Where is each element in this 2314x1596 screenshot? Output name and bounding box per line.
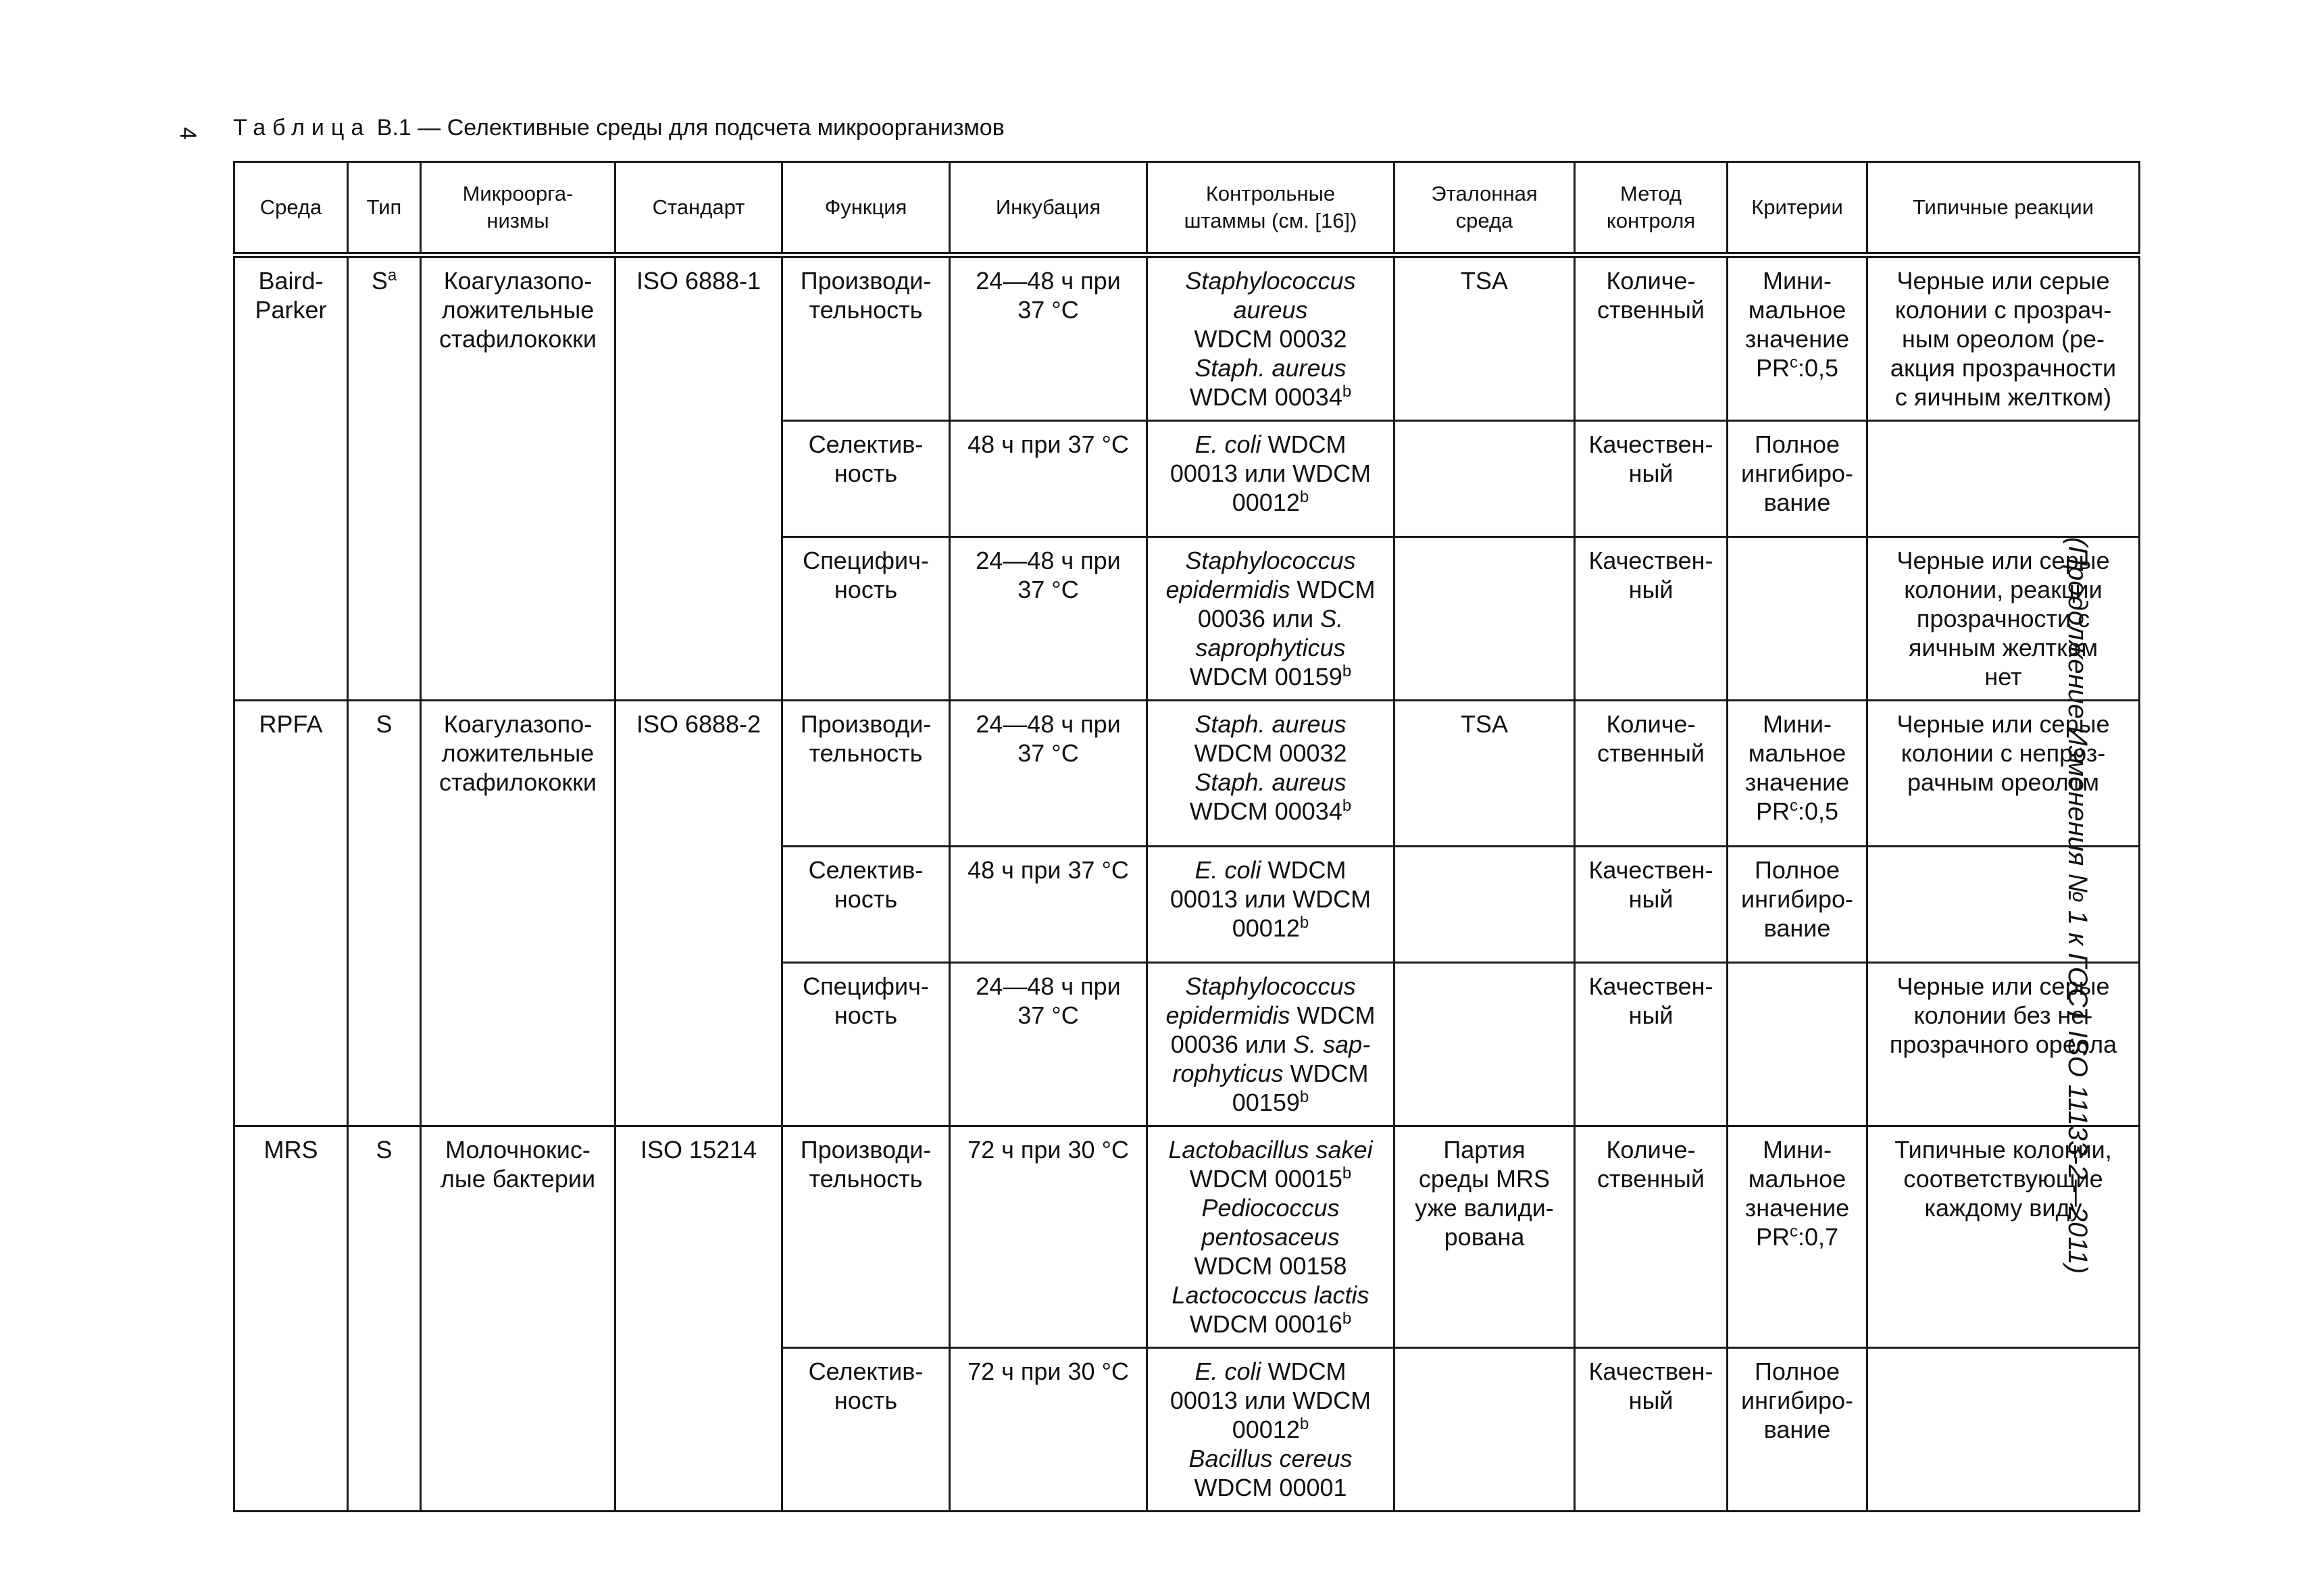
species-name: Staphylococcus epidermidis — [1165, 972, 1356, 1029]
function-cell: Производи- тельность — [782, 701, 950, 847]
species-name: Staph. aureus — [1194, 354, 1347, 382]
criteria-cell — [1728, 255, 1867, 421]
table-body — [234, 255, 2140, 1512]
footnote-marker: c — [1789, 797, 1798, 815]
standard-cell: ISO 15214 — [615, 1126, 782, 1512]
typical-reactions-cell: Черные или серые колонии, реакции прозрачности с яичным желтком нет — [1867, 537, 2140, 701]
organisms-cell: Молочнокис- лые бактерии — [421, 1126, 615, 1512]
type-value: S — [376, 710, 393, 738]
selective-media-table — [233, 161, 2140, 1512]
header-control-strains: Контрольные штаммы (см. [16]) — [1147, 162, 1394, 255]
function-cell: Специфич- ность — [782, 537, 950, 701]
incubation-cell: 72 ч при 30 °C — [950, 1348, 1147, 1512]
text-segment: Мини- мальное значение PR — [1744, 710, 1850, 825]
footnote-marker: b — [1299, 1088, 1309, 1106]
header-standard: Стандарт — [615, 162, 782, 255]
function-cell: Селектив- ность — [782, 421, 950, 537]
text-segment: Полное ингибиро- вание — [1741, 856, 1853, 942]
type-value: S — [376, 1136, 393, 1164]
text-segment: WDCM 00034 — [1189, 797, 1342, 825]
text-segment: WDCM 00032 — [1194, 739, 1347, 767]
text-segment: WDCM 00013 или WDCM 00012 — [1169, 430, 1372, 516]
control-method-cell: Количе- ственный — [1575, 701, 1728, 847]
control-strains-cell — [1147, 421, 1394, 537]
footnote-marker: b — [1342, 1310, 1352, 1328]
footnote-marker: c — [1789, 353, 1798, 372]
table-row — [234, 255, 2140, 421]
text-segment: Полное ингибиро- вание — [1741, 1357, 1853, 1443]
control-strains-cell — [1147, 1348, 1394, 1512]
incubation-cell: 24—48 ч при 37 °C — [950, 255, 1147, 421]
text-segment: :0,7 — [1797, 1223, 1839, 1251]
organisms-cell: Коагулазопо- ложительные стафилококки — [421, 701, 615, 1126]
criteria-cell — [1728, 537, 1867, 701]
table-row — [234, 1126, 2140, 1348]
header-criteria: Критерии — [1728, 162, 1867, 255]
incubation-cell: 24—48 ч при 37 °C — [950, 963, 1147, 1126]
control-method-cell: Количе- ственный — [1575, 1126, 1728, 1348]
standard-cell: ISO 6888-1 — [615, 255, 782, 701]
species-name: E. coli — [1194, 856, 1261, 884]
reference-medium-cell — [1394, 1348, 1575, 1512]
header-type: Тип — [348, 162, 421, 255]
species-name: Lactobacillus sakei — [1168, 1136, 1373, 1164]
text-segment: WDCM 00159 — [1189, 663, 1342, 691]
typical-reactions-cell: Черные или серые колонии с прозрач- ным ореолом (ре- акция прозрачности с яичным желтком) — [1867, 255, 2140, 421]
typical-reactions-cell — [1867, 1348, 2140, 1512]
incubation-cell: 24—48 ч при 37 °C — [950, 537, 1147, 701]
text-segment: Мини- мальное значение PR — [1744, 267, 1850, 382]
type-value: S — [371, 267, 388, 295]
footnote-marker: b — [1342, 662, 1352, 680]
medium-cell: MRS — [234, 1126, 348, 1512]
page-number: 4 — [174, 127, 201, 140]
header-typical-reactions: Типичные реакции — [1867, 162, 2140, 255]
footnote-marker: a — [387, 266, 397, 284]
control-strains-cell — [1147, 701, 1394, 847]
text-segment: Мини- мальное значение PR — [1744, 1136, 1850, 1251]
reference-medium-cell — [1394, 537, 1575, 701]
criteria-cell — [1728, 701, 1867, 847]
criteria-cell — [1728, 421, 1867, 537]
header-medium: Среда — [234, 162, 348, 255]
control-method-cell: Качествен- ный — [1575, 421, 1728, 537]
text-segment: :0,5 — [1797, 797, 1839, 825]
reference-medium-cell — [1394, 963, 1575, 1126]
continuation-note: (Продолжение Изменения № 1 к ГОСТ ISO 11133-2—2011) — [2063, 537, 2092, 1274]
function-cell: Производи- тельность — [782, 255, 950, 421]
function-cell: Селектив- ность — [782, 1348, 950, 1512]
control-strains-cell — [1147, 537, 1394, 701]
criteria-cell — [1728, 847, 1867, 963]
species-name: S. sap- rophyticus — [1172, 1030, 1371, 1087]
species-name: E. coli — [1194, 430, 1261, 458]
species-name: Lactococcus lactis — [1172, 1281, 1369, 1309]
control-strains-cell — [1147, 847, 1394, 963]
criteria-cell — [1728, 1126, 1867, 1348]
table-row — [234, 701, 2140, 847]
control-strains-cell — [1147, 255, 1394, 421]
reference-medium-cell: TSA — [1394, 701, 1575, 847]
header-reference-medium: Эталонная среда — [1394, 162, 1575, 255]
criteria-cell — [1728, 963, 1867, 1126]
table-label: Таблица — [233, 115, 371, 141]
control-method-cell: Качествен- ный — [1575, 1348, 1728, 1512]
function-cell: Производи- тельность — [782, 1126, 950, 1348]
medium-cell: RPFA — [234, 701, 348, 1126]
species-name: Staphylococcus aureus — [1185, 267, 1356, 324]
text-segment: Полное ингибиро- вание — [1741, 430, 1853, 516]
species-name: Pediococcus pentosaceus — [1201, 1194, 1340, 1251]
control-method-cell: Качествен- ный — [1575, 847, 1728, 963]
text-segment: WDCM 00013 или WDCM 00012 — [1169, 1357, 1372, 1443]
footnote-marker: b — [1299, 914, 1309, 932]
function-cell: Специфич- ность — [782, 963, 950, 1126]
reference-medium-cell — [1394, 847, 1575, 963]
header-incubation: Инкубация — [950, 162, 1147, 255]
reference-medium-cell: TSA — [1394, 255, 1575, 421]
control-strains-cell — [1147, 963, 1394, 1126]
table-caption: В.1 — Селективные среды для подсчета микроорганизмов — [376, 115, 1005, 141]
control-strains-cell — [1147, 1126, 1394, 1348]
incubation-cell: 48 ч при 37 °C — [950, 421, 1147, 537]
text-segment: WDCM 00034 — [1189, 383, 1342, 411]
criteria-cell — [1728, 1348, 1867, 1512]
header-function: Функция — [782, 162, 950, 255]
species-name: Staph. aureus — [1194, 768, 1347, 796]
header-organisms: Микроорга- низмы — [421, 162, 615, 255]
text-segment: WDCM 00159 — [1232, 1059, 1369, 1116]
typical-reactions-cell: Черные или серые колонии без не- прозрачного ореола — [1867, 963, 2140, 1126]
organisms-cell: Коагулазопо- ложительные стафилококки — [421, 255, 615, 701]
table-title — [233, 115, 1005, 141]
medium-cell: Baird- Parker — [234, 255, 348, 701]
footnote-marker: b — [1342, 797, 1352, 815]
incubation-cell: 48 ч при 37 °C — [950, 847, 1147, 963]
typical-reactions-cell — [1867, 847, 2140, 963]
type-cell — [348, 701, 421, 1126]
text-segment: WDCM 00032 — [1194, 325, 1347, 353]
species-name: S. saprophyticus — [1195, 605, 1346, 662]
species-name: E. coli — [1194, 1357, 1261, 1385]
species-name: Bacillus cereus — [1188, 1445, 1353, 1472]
footnote-marker: b — [1299, 1415, 1309, 1433]
type-cell — [348, 255, 421, 701]
text-segment: WDCM 00158 — [1194, 1252, 1347, 1280]
function-cell: Селектив- ность — [782, 847, 950, 963]
footnote-marker: b — [1342, 382, 1352, 401]
footnote-marker: b — [1342, 1164, 1352, 1182]
text-segment: WDCM 00036 или — [1197, 576, 1376, 632]
typical-reactions-cell — [1867, 421, 2140, 537]
control-method-cell: Качествен- ный — [1575, 963, 1728, 1126]
control-method-cell: Количе- ственный — [1575, 255, 1728, 421]
control-method-cell: Качествен- ный — [1575, 537, 1728, 701]
text-segment: WDCM 00013 или WDCM 00012 — [1169, 856, 1372, 942]
header-control-method: Метод контроля — [1575, 162, 1728, 255]
text-segment: WDCM 00001 — [1194, 1474, 1347, 1501]
header-row — [234, 162, 2140, 255]
text-segment: WDCM 00016 — [1189, 1310, 1342, 1338]
text-segment: :0,5 — [1797, 354, 1839, 382]
reference-medium-cell: Партия среды MRS уже валиди- рована — [1394, 1126, 1575, 1348]
reference-medium-cell — [1394, 421, 1575, 537]
type-cell — [348, 1126, 421, 1512]
footnote-marker: b — [1299, 488, 1309, 506]
species-name: Staph. aureus — [1194, 710, 1347, 738]
typical-reactions-cell: Черные или серые колонии с непроз- рачным ореолом — [1867, 701, 2140, 847]
typical-reactions-cell: Типичные колонии, соответствующие каждому виду — [1867, 1126, 2140, 1348]
footnote-marker: c — [1789, 1222, 1798, 1241]
incubation-cell: 24—48 ч при 37 °C — [950, 701, 1147, 847]
species-name: Staphylococcus epidermidis — [1165, 547, 1356, 603]
standard-cell: ISO 6888-2 — [615, 701, 782, 1126]
text-segment: WDCM 00015 — [1189, 1165, 1342, 1193]
text-segment: WDCM 00036 или — [1170, 1001, 1376, 1058]
incubation-cell: 72 ч при 30 °C — [950, 1126, 1147, 1348]
